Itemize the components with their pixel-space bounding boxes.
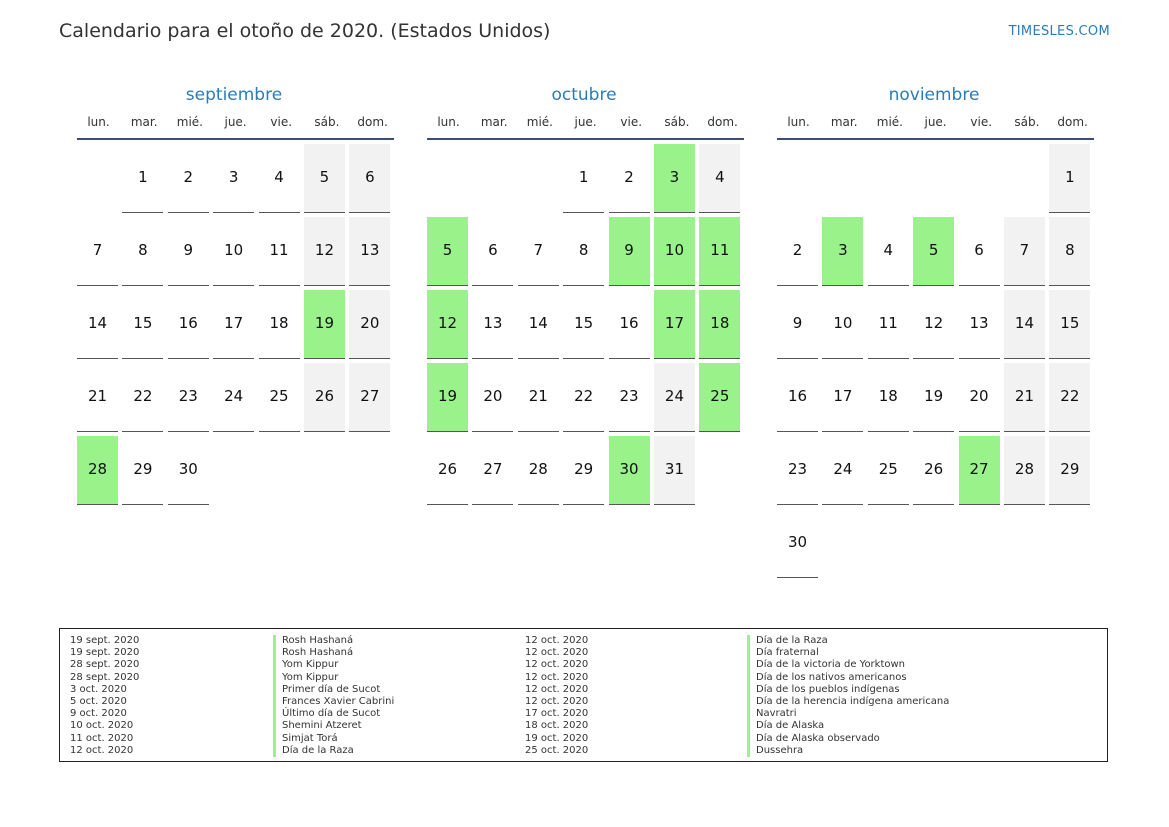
weekday-label: lun. [437, 115, 460, 129]
holiday-day-cell[interactable]: 5 [913, 217, 954, 286]
legend-date: 5 oct. 2020 [70, 695, 127, 707]
day-cell[interactable]: 29 [122, 436, 163, 505]
day-cell[interactable]: 11 [259, 217, 300, 286]
legend-names-column [747, 635, 949, 757]
day-cell[interactable]: 17 [822, 363, 863, 432]
legend-date: 12 oct. 2020 [525, 635, 589, 646]
day-cell[interactable]: 22 [122, 363, 163, 432]
weekday-label: jue. [224, 115, 247, 129]
holiday-day-cell[interactable]: 28 [77, 436, 118, 505]
day-cell[interactable]: 20 [349, 290, 390, 359]
day-cell[interactable]: 7 [1004, 217, 1045, 286]
holiday-day-cell[interactable]: 9 [609, 217, 650, 286]
holiday-day-cell[interactable]: 18 [699, 290, 740, 359]
weekday-divider [77, 138, 394, 140]
legend-holiday-name: Día de Alaska [747, 720, 949, 732]
holiday-day-cell[interactable]: 5 [427, 217, 468, 286]
legend-date: 12 oct. 2020 [70, 744, 134, 756]
month-october [427, 82, 744, 505]
day-cell[interactable]: 26 [427, 436, 468, 505]
day-cell[interactable]: 6 [472, 217, 513, 286]
weekday-label: vie. [970, 115, 993, 129]
legend-holiday-name: Día de la herencia indígena americana [747, 696, 949, 708]
weekday-label: sáb. [1014, 115, 1040, 129]
empty-cell [77, 144, 118, 213]
day-cell[interactable]: 10 [822, 290, 863, 359]
day-cell[interactable]: 2 [609, 144, 650, 213]
weekday-divider [777, 138, 1094, 140]
weekday-divider [427, 138, 744, 140]
day-cell[interactable]: 4 [259, 144, 300, 213]
empty-cell [868, 144, 909, 213]
weekday-label: sáb. [664, 115, 690, 129]
weekday-label: dom. [1057, 115, 1088, 129]
legend-date: 25 oct. 2020 [525, 744, 589, 756]
holiday-day-cell[interactable]: 11 [699, 217, 740, 286]
holiday-legend [59, 628, 1108, 762]
legend-holiday-name: Rosh Hashaná [273, 635, 394, 647]
weekday-label: vie. [620, 115, 643, 129]
legend-date: 17 oct. 2020 [525, 708, 589, 720]
legend-holiday-name: Día de los nativos americanos [747, 672, 949, 684]
legend-names-column [273, 635, 394, 757]
legend-date: 10 oct. 2020 [70, 720, 134, 732]
day-cell[interactable]: 31 [654, 436, 695, 505]
day-cell[interactable]: 21 [518, 363, 559, 432]
day-cell[interactable]: 15 [563, 290, 604, 359]
legend-holiday-name: Día de la victoria de Yorktown [747, 659, 949, 671]
empty-cell [427, 144, 468, 213]
day-cell[interactable]: 2 [168, 144, 209, 213]
day-cell[interactable]: 23 [609, 363, 650, 432]
legend-holiday-name: Shemini Atzeret [273, 720, 394, 732]
day-cell[interactable]: 27 [349, 363, 390, 432]
weekday-header [427, 114, 744, 138]
weekday-label: dom. [707, 115, 738, 129]
weekday-label: mar. [830, 115, 858, 129]
month-november [777, 82, 1094, 578]
day-cell[interactable]: 3 [213, 144, 254, 213]
day-cell[interactable]: 24 [654, 363, 695, 432]
legend-date: 11 oct. 2020 [70, 732, 134, 744]
day-cell[interactable]: 19 [913, 363, 954, 432]
legend-holiday-name: Simjat Torá [273, 733, 394, 745]
day-cell[interactable]: 16 [168, 290, 209, 359]
legend-holiday-name: Día de la Raza [273, 745, 394, 757]
legend-holiday-name: Último día de Sucot [273, 708, 394, 720]
holiday-day-cell[interactable]: 3 [654, 144, 695, 213]
weekday-label: mar. [480, 115, 508, 129]
day-cell[interactable]: 8 [1049, 217, 1090, 286]
holiday-day-cell[interactable]: 19 [304, 290, 345, 359]
day-cell[interactable]: 14 [518, 290, 559, 359]
day-cell[interactable]: 9 [777, 290, 818, 359]
day-cell[interactable]: 28 [518, 436, 559, 505]
legend-dates-column [70, 635, 139, 757]
day-cell[interactable]: 5 [304, 144, 345, 213]
holiday-day-cell[interactable]: 27 [959, 436, 1000, 505]
weekday-label: mié. [876, 115, 903, 129]
day-cell[interactable]: 26 [913, 436, 954, 505]
day-cell[interactable]: 1 [1049, 144, 1090, 213]
legend-holiday-name: Frances Xavier Cabrini [273, 696, 394, 708]
holiday-day-cell[interactable]: 3 [822, 217, 863, 286]
weekday-label: vie. [270, 115, 293, 129]
day-cell[interactable]: 27 [472, 436, 513, 505]
holiday-day-cell[interactable]: 12 [427, 290, 468, 359]
weekday-label: jue. [924, 115, 947, 129]
holiday-day-cell[interactable]: 30 [609, 436, 650, 505]
empty-cell [777, 144, 818, 213]
day-cell[interactable]: 2 [777, 217, 818, 286]
empty-cell [518, 144, 559, 213]
day-cell[interactable]: 24 [213, 363, 254, 432]
weekday-header [777, 114, 1094, 138]
day-cell[interactable]: 13 [349, 217, 390, 286]
day-cell[interactable]: 29 [563, 436, 604, 505]
weekday-label: jue. [574, 115, 597, 129]
legend-holiday-name: Primer día de Sucot [273, 684, 394, 696]
day-cell[interactable]: 13 [472, 290, 513, 359]
holiday-day-cell[interactable]: 17 [654, 290, 695, 359]
day-cell[interactable]: 18 [259, 290, 300, 359]
day-cell[interactable]: 7 [518, 217, 559, 286]
empty-cell [472, 144, 513, 213]
legend-date: 18 oct. 2020 [525, 720, 589, 732]
day-cell[interactable]: 7 [77, 217, 118, 286]
day-cell[interactable]: 16 [609, 290, 650, 359]
day-cell[interactable]: 20 [472, 363, 513, 432]
legend-date: 12 oct. 2020 [525, 659, 589, 671]
month-september [77, 82, 394, 505]
day-cell[interactable]: 12 [913, 290, 954, 359]
day-cell[interactable]: 4 [699, 144, 740, 213]
day-cell[interactable]: 25 [868, 436, 909, 505]
legend-dates-column [525, 635, 588, 757]
day-cell[interactable]: 9 [168, 217, 209, 286]
legend-date: 19 sept. 2020 [70, 647, 140, 659]
day-cell[interactable]: 21 [77, 363, 118, 432]
legend-holiday-name: Día de Alaska observado [747, 733, 949, 745]
empty-cell [1004, 144, 1045, 213]
month-title: noviembre [888, 85, 980, 105]
weekday-label: lun. [787, 115, 810, 129]
day-cell[interactable]: 30 [168, 436, 209, 505]
legend-holiday-name: Yom Kippur [273, 659, 394, 671]
day-cell[interactable]: 11 [868, 290, 909, 359]
month-grid [427, 144, 744, 505]
month-title: septiembre [185, 85, 283, 105]
month-grid [77, 144, 394, 505]
day-cell[interactable]: 16 [777, 363, 818, 432]
weekday-label: lun. [87, 115, 110, 129]
legend-holiday-name: Día de la Raza [747, 635, 949, 647]
legend-holiday-name: Dussehra [747, 745, 949, 757]
day-cell[interactable]: 21 [1004, 363, 1045, 432]
day-cell[interactable]: 15 [1049, 290, 1090, 359]
legend-date: 19 oct. 2020 [525, 732, 589, 744]
day-cell[interactable]: 18 [868, 363, 909, 432]
day-cell[interactable]: 24 [822, 436, 863, 505]
day-cell[interactable]: 6 [349, 144, 390, 213]
day-cell[interactable]: 14 [77, 290, 118, 359]
legend-holiday-name: Día de los pueblos indígenas [747, 684, 949, 696]
weekday-label: dom. [357, 115, 388, 129]
empty-cell [959, 144, 1000, 213]
day-cell[interactable]: 1 [122, 144, 163, 213]
day-cell[interactable]: 1 [563, 144, 604, 213]
weekday-header [77, 114, 394, 138]
day-cell[interactable]: 17 [213, 290, 254, 359]
day-cell[interactable]: 14 [1004, 290, 1045, 359]
day-cell[interactable]: 22 [1049, 363, 1090, 432]
day-cell[interactable]: 10 [213, 217, 254, 286]
legend-holiday-name: Rosh Hashaná [273, 647, 394, 659]
legend-holiday-name: Yom Kippur [273, 672, 394, 684]
day-cell[interactable]: 25 [259, 363, 300, 432]
day-cell[interactable]: 4 [868, 217, 909, 286]
empty-cell [822, 144, 863, 213]
page-title: Calendario para el otoño de 2020. (Estados Unidos) [59, 20, 551, 42]
weekday-label: mié. [176, 115, 203, 129]
day-cell[interactable]: 8 [563, 217, 604, 286]
month-grid [777, 144, 1094, 578]
legend-date: 28 sept. 2020 [70, 659, 140, 671]
legend-date: 28 sept. 2020 [70, 671, 140, 683]
legend-holiday-name: Día fraternal [747, 647, 949, 659]
legend-date: 12 oct. 2020 [525, 671, 589, 683]
empty-cell [913, 144, 954, 213]
day-cell[interactable]: 8 [122, 217, 163, 286]
day-cell[interactable]: 20 [959, 363, 1000, 432]
day-cell[interactable]: 28 [1004, 436, 1045, 505]
day-cell[interactable]: 12 [304, 217, 345, 286]
day-cell[interactable]: 15 [122, 290, 163, 359]
legend-date: 12 oct. 2020 [525, 683, 589, 695]
legend-date: 9 oct. 2020 [70, 708, 127, 720]
legend-date: 12 oct. 2020 [525, 695, 589, 707]
holiday-day-cell[interactable]: 10 [654, 217, 695, 286]
month-title: octubre [551, 85, 617, 105]
day-cell[interactable]: 22 [563, 363, 604, 432]
legend-date: 12 oct. 2020 [525, 647, 589, 659]
legend-holiday-name: Navratri [747, 708, 949, 720]
day-cell[interactable]: 13 [959, 290, 1000, 359]
day-cell[interactable]: 23 [168, 363, 209, 432]
holiday-day-cell[interactable]: 19 [427, 363, 468, 432]
day-cell[interactable]: 6 [959, 217, 1000, 286]
brand-link[interactable]: TIMESLES.COM [1008, 24, 1110, 39]
weekday-label: mar. [130, 115, 158, 129]
day-cell[interactable]: 23 [777, 436, 818, 505]
weekday-label: sáb. [314, 115, 340, 129]
day-cell[interactable]: 26 [304, 363, 345, 432]
holiday-day-cell[interactable]: 25 [699, 363, 740, 432]
weekday-label: mié. [526, 115, 553, 129]
day-cell[interactable]: 29 [1049, 436, 1090, 505]
legend-date: 19 sept. 2020 [70, 635, 140, 646]
day-cell[interactable]: 30 [777, 509, 818, 578]
legend-date: 3 oct. 2020 [70, 683, 127, 695]
